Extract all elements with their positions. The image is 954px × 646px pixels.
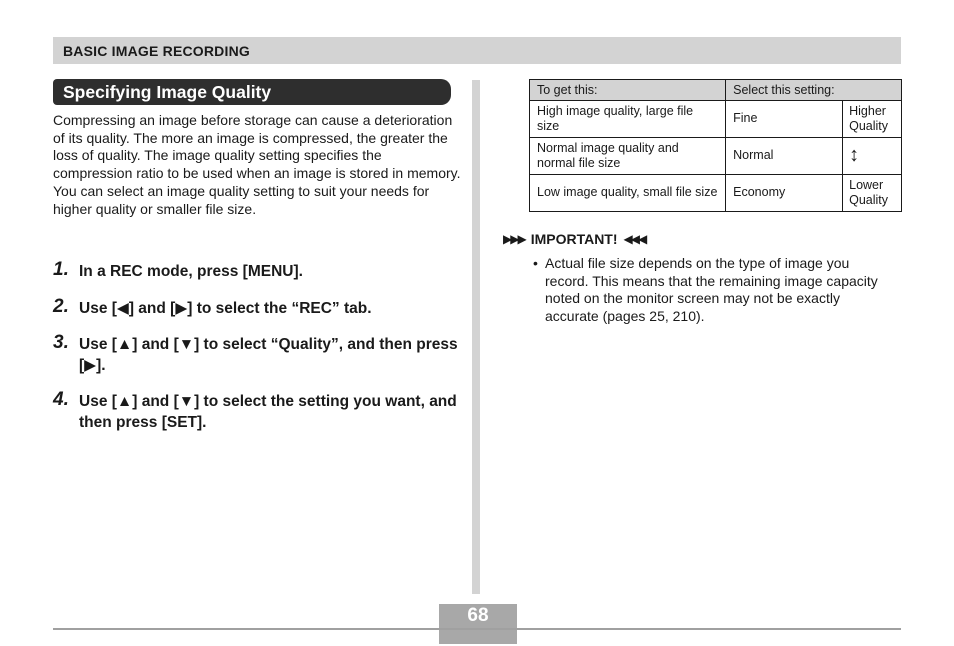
section-title: Specifying Image Quality — [63, 81, 272, 102]
scale-bottom-label: Lower Quality — [843, 175, 902, 212]
important-heading — [503, 231, 645, 247]
important-right-icon: ◀◀◀ — [623, 232, 646, 246]
step-number: 3. — [53, 332, 69, 353]
up-down-arrow-icon: ↕ — [843, 138, 902, 175]
header-bar — [53, 37, 901, 64]
table-cell-setting: Fine — [726, 101, 843, 138]
step-text: Use [▲] and [▼] to select “Quality”, and then press [▶]. — [79, 336, 458, 374]
table-header-setting: Select this setting: — [726, 80, 902, 101]
table-row — [530, 101, 902, 138]
table-cell-desc: High image quality, large file size — [530, 101, 726, 138]
important-label: IMPORTANT! — [530, 231, 618, 247]
scale-top-label: Higher Quality — [843, 101, 902, 138]
step-text: In a REC mode, press [MENU]. — [79, 263, 303, 280]
column-divider — [472, 80, 480, 594]
step-number: 4. — [53, 389, 69, 410]
important-note-text: Actual file size depends on the type of image you record. This means that the remaining image capacity noted on the monitor screen may not be exactly accurate (pages 25, 210). — [545, 255, 878, 325]
table-header-row — [530, 80, 902, 101]
table-cell-desc: Normal image quality and normal file size — [530, 138, 726, 175]
table-cell-setting: Economy — [726, 175, 843, 212]
step-text: Use [◀] and [▶] to select the “REC” tab. — [79, 299, 372, 317]
important-left-icon: ▶▶▶ — [503, 232, 525, 246]
intro-paragraph: Compressing an image before storage can cause a deterioration of its quality. The more an image is compressed, the greater the loss of quality. The image quality setting specifies the compression ratio to be used when an image is stored in memory. You can select an image quality setting to suit your needs for higher quality or smaller file size. — [53, 112, 461, 217]
table-cell-desc: Low image quality, small file size — [530, 175, 726, 212]
table-cell-setting: Normal — [726, 138, 843, 175]
step-1 — [53, 260, 463, 283]
bullet: • — [533, 255, 538, 271]
steps-list — [53, 260, 463, 433]
step-number: 2. — [53, 295, 69, 317]
page-number: 68 — [439, 604, 517, 628]
table-row — [530, 175, 902, 212]
table-row — [530, 138, 902, 175]
important-note — [533, 255, 898, 326]
step-text: Use [▲] and [▼] to select the setting you want, and then press [SET]. — [79, 393, 457, 431]
step-3 — [53, 333, 463, 376]
page-number-base — [439, 630, 517, 644]
step-2 — [53, 297, 463, 320]
quality-table — [529, 79, 902, 212]
step-4 — [53, 390, 463, 433]
header-title: BASIC IMAGE RECORDING — [63, 42, 250, 59]
table-header-get: To get this: — [530, 80, 726, 101]
section-title-bar — [53, 79, 451, 105]
step-number: 1. — [53, 259, 69, 280]
